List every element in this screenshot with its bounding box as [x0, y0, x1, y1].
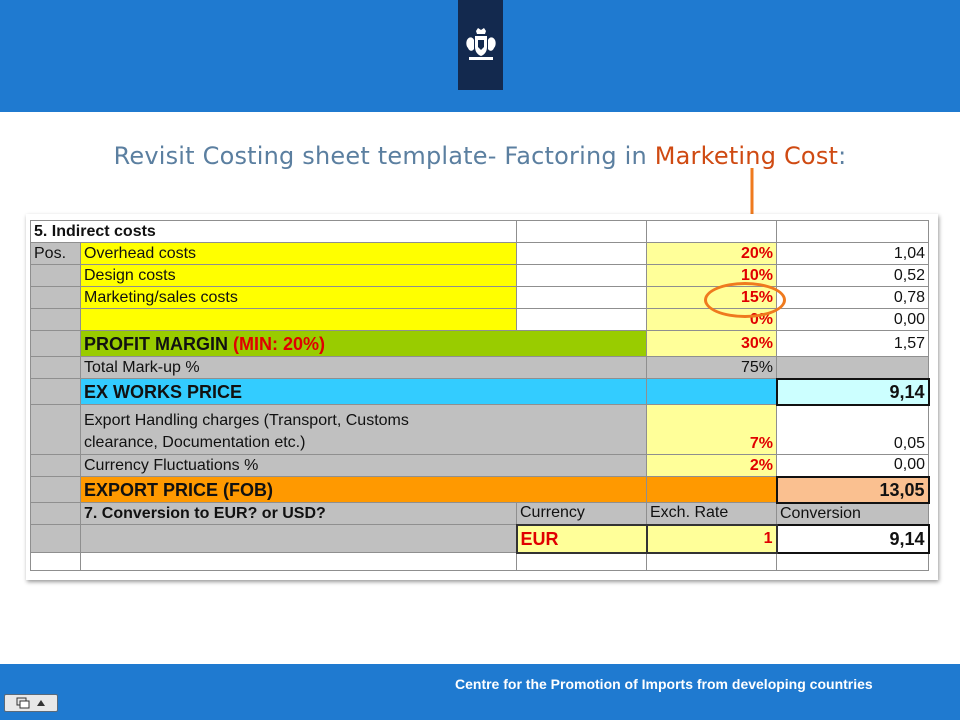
- table-row: [31, 525, 929, 553]
- rate-col-header: Exch. Rate: [647, 503, 777, 525]
- exchange-rate-input[interactable]: 1: [647, 525, 777, 553]
- conversion-col-header: Conversion: [777, 503, 929, 525]
- coat-of-arms-icon: [461, 25, 501, 65]
- ex-works-label: EX WORKS PRICE: [81, 379, 647, 405]
- blank-value: 0,00: [777, 309, 929, 331]
- currency-fluct-label: Currency Fluctuations %: [81, 455, 647, 477]
- table-row: [31, 503, 929, 525]
- highlight-circle: [704, 282, 786, 318]
- handling-label-line1: Export Handling charges (Transport, Customs: [84, 412, 409, 429]
- marketing-label: Marketing/sales costs: [81, 287, 517, 309]
- export-price-value: 13,05: [777, 477, 929, 503]
- title-colon: :: [838, 142, 847, 170]
- currency-col-header: Currency: [517, 503, 647, 525]
- design-value: 0,52: [777, 265, 929, 287]
- blank-label[interactable]: [81, 309, 517, 331]
- table-row: [31, 553, 929, 571]
- costing-table: [30, 220, 930, 571]
- conversion-result: 9,14: [777, 525, 929, 553]
- royal-emblem-logo: [458, 0, 503, 90]
- table-row: [31, 357, 929, 379]
- handling-pct[interactable]: 7%: [647, 405, 777, 455]
- slide-title: [0, 142, 960, 170]
- conversion-label: 7. Conversion to EUR? or USD?: [81, 503, 517, 525]
- overhead-value: 1,04: [777, 243, 929, 265]
- footer-bar: [0, 664, 960, 720]
- design-label: Design costs: [81, 265, 517, 287]
- title-text: Revisit Costing sheet template- Factoring in: [113, 142, 655, 170]
- handling-label-line2: clearance, Documentation etc.): [84, 434, 306, 451]
- pos-label: Pos.: [31, 243, 81, 265]
- currency-fluct-pct[interactable]: 2%: [647, 455, 777, 477]
- slides-icon: [16, 697, 30, 709]
- table-row: [31, 405, 929, 455]
- markup-label: Total Mark-up %: [81, 357, 647, 379]
- table-row: [31, 455, 929, 477]
- table-row: [31, 265, 929, 287]
- overhead-label: Overhead costs: [81, 243, 517, 265]
- design-pct[interactable]: 10%: [647, 265, 777, 287]
- profit-pct[interactable]: 30%: [647, 331, 777, 357]
- blank-pct[interactable]: 0%: [647, 309, 777, 331]
- profit-margin-note: (MIN: 20%): [233, 333, 326, 354]
- table-row: [31, 477, 929, 503]
- marketing-pct[interactable]: 15%: [647, 287, 777, 309]
- marketing-value: 0,78: [777, 287, 929, 309]
- export-price-label: EXPORT PRICE (FOB): [81, 477, 647, 503]
- section-header-row: [31, 221, 929, 243]
- title-highlight: Marketing Cost: [654, 142, 839, 170]
- slide-nav-button[interactable]: [4, 694, 58, 712]
- ex-works-value: 9,14: [777, 379, 929, 405]
- profit-margin-cell: [81, 331, 647, 357]
- footer-text: Centre for the Promotion of Imports from developing countries: [455, 676, 873, 692]
- table-row: [31, 287, 929, 309]
- currency-fluct-value: 0,00: [777, 455, 929, 477]
- overhead-pct[interactable]: 20%: [647, 243, 777, 265]
- profit-margin-label: PROFIT MARGIN: [84, 333, 228, 354]
- profit-value: 1,57: [777, 331, 929, 357]
- table-row: [31, 309, 929, 331]
- table-row: [31, 379, 929, 405]
- table-row: [31, 331, 929, 357]
- markup-pct: 75%: [647, 357, 777, 379]
- triangle-up-icon: [36, 699, 46, 707]
- table-row: [31, 243, 929, 265]
- spreadsheet-screenshot: [26, 214, 938, 580]
- currency-select[interactable]: EUR: [517, 525, 647, 553]
- handling-value: 0,05: [777, 405, 929, 455]
- handling-label: [81, 405, 647, 455]
- section-header: 5. Indirect costs: [31, 221, 517, 243]
